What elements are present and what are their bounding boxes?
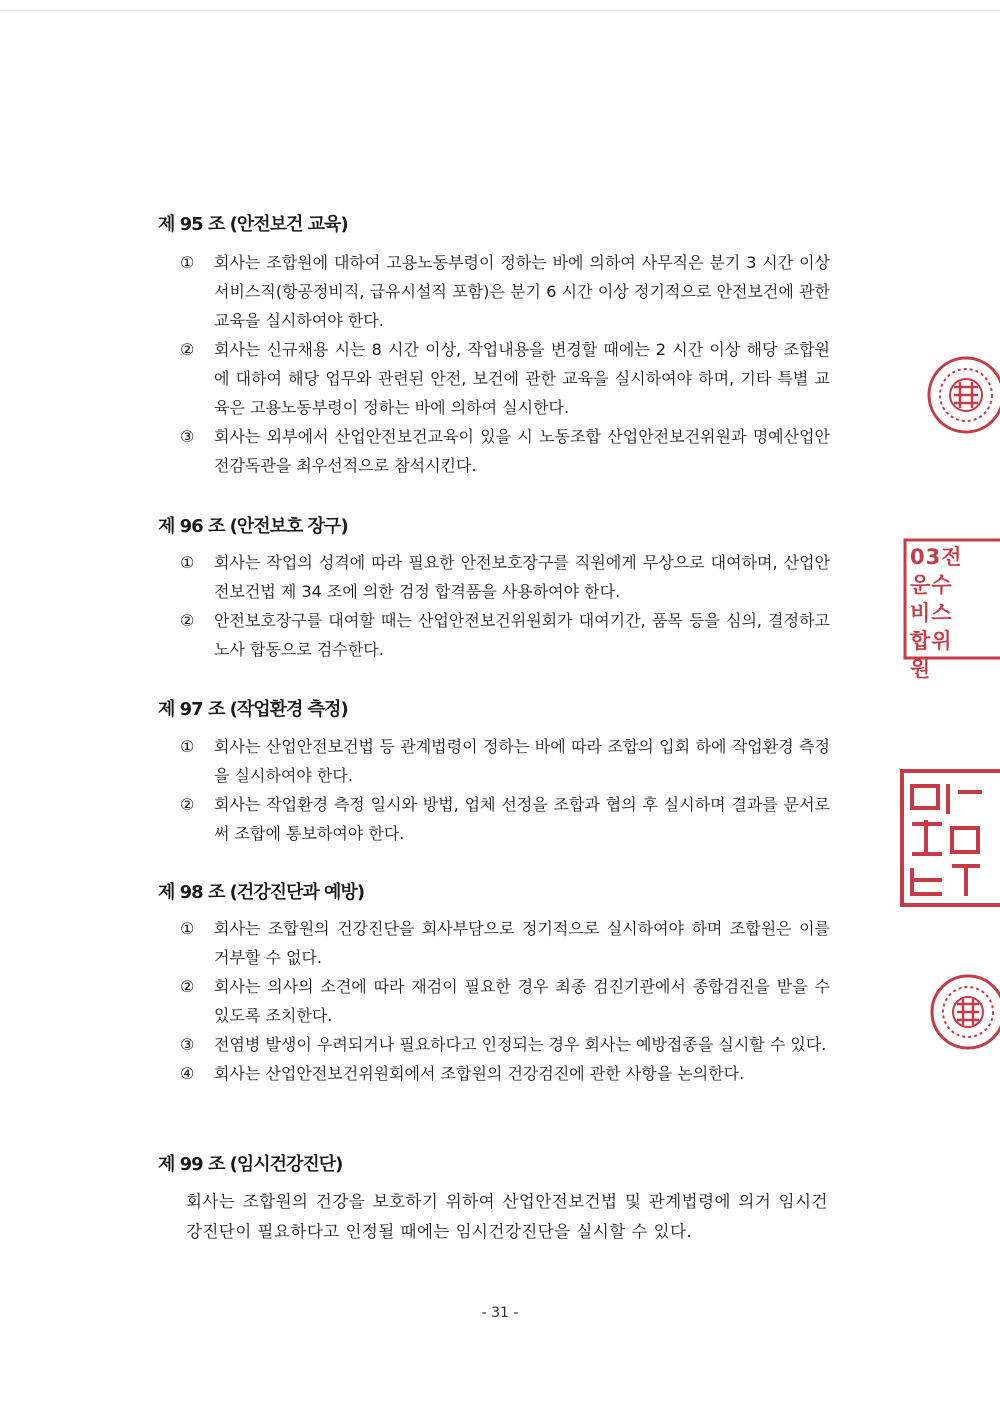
clause-list (180, 732, 830, 848)
square-seal-icon (902, 537, 1000, 681)
clause-number: ① (180, 737, 195, 756)
clause-text: 회사는 외부에서 산업안전보건교육이 있을 시 노동조합 산업안전보건위원과 명예산업안전감독관을 최우선적으로 참석시킨다. (214, 427, 830, 475)
clause (180, 732, 830, 790)
article-title: 제 95 조 (안전보건 교육) (158, 214, 348, 235)
clause-number: ② (180, 977, 195, 996)
clause-number: ① (180, 919, 195, 938)
article-title: 제 98 조 (건강진단과 예방) (158, 882, 365, 903)
clause (180, 790, 830, 848)
clause-text: 안전보호장구를 대여할 때는 산업안전보건위원회가 대여기간, 품목 등을 심의, 결정하고 노사 합동으로 검수한다. (214, 611, 830, 659)
top-border-line (0, 10, 1000, 11)
clause (180, 548, 830, 606)
article-title: 제 97 조 (작업환경 측정) (158, 699, 348, 720)
clause (180, 1059, 830, 1088)
clause-text: 회사는 조합원의 건강진단을 회사부담으로 정기적으로 실시하여야 하며 조합원은 이를 거부할 수 없다. (214, 919, 830, 967)
clause-number: ② (180, 340, 195, 359)
clause (180, 248, 830, 335)
clause-text: 전염병 발생이 우려되거나 필요하다고 인정되는 경우 회사는 예방접종을 실시할 수 있다. (214, 1035, 827, 1054)
clause-text: 회사는 의사의 소견에 따라 재검이 필요한 경우 최종 검진기관에서 종합검진을 받을 수 있도록 조치한다. (214, 977, 830, 1025)
clause-text: 회사는 작업의 성격에 따라 필요한 안전보호장구를 직원에게 무상으로 대여하며, 산업안전보건법 제 34 조에 의한 검정 합격품을 사용하여야 한다. (214, 553, 830, 601)
clause (180, 972, 830, 1030)
clause-text: 회사는 작업환경 측정 일시와 방법, 업체 선정을 조합과 협의 후 실시하며 결과를 문서로써 조합에 통보하여야 한다. (214, 795, 830, 843)
clause-text: 회사는 조합원에 대하여 고용노동부령이 정하는 바에 의하여 사무직은 분기 3 시간 이상 서비스직(항공정비직, 급유시설직 포함)은 분기 6 시간 이상 정기적으로 안전보건에 관한 교육을 실시하여야 한다. (214, 253, 830, 330)
clause-text: 회사는 산업안전보건법 등 관계법령이 정하는 바에 따라 조합의 입회 하에 작업환경 측정을 실시하여야 한다. (214, 737, 830, 785)
clause-number: ① (180, 253, 195, 272)
clause-list (180, 248, 830, 480)
clause (180, 422, 830, 480)
clause-list (180, 914, 830, 1088)
round-seal-icon (926, 970, 1000, 1056)
clause-number: ③ (180, 1035, 195, 1054)
clause (180, 914, 830, 972)
square-seal-icon (898, 768, 1000, 910)
clause (180, 335, 830, 422)
clause (180, 1030, 830, 1059)
clause-number: ④ (180, 1064, 195, 1083)
clause-text: 회사는 산업안전보건위원회에서 조합원의 건강검진에 관한 사항을 논의한다. (214, 1064, 745, 1083)
clause-number: ② (180, 795, 195, 814)
article-title: 제 96 조 (안전보호 장구) (158, 516, 348, 537)
seal-text: 03전 운수 비스 합위원 (910, 545, 963, 681)
round-seal-icon (924, 352, 1000, 438)
clause-text: 회사는 신규채용 시는 8 시간 이상, 작업내용을 변경할 때에는 2 시간 이상 해당 조합원에 대하여 해당 업무와 관련된 안전, 보건에 관한 교육을 실시하여야 하며, 기타 특별 교육은 고용노동부령이 정하는 바에 의하여 실시한다. (214, 340, 830, 417)
clause-number: ② (180, 611, 195, 630)
article-title: 제 99 조 (임시건강진단) (158, 1154, 343, 1175)
clause-number: ① (180, 553, 195, 572)
clause-list (180, 548, 830, 664)
page-number: - 31 - (481, 1305, 519, 1321)
clause-number: ③ (180, 427, 195, 446)
clause (180, 606, 830, 664)
article-text: 회사는 조합원의 건강을 보호하기 위하여 산업안전보건법 및 관계법령에 의거 임시건강진단이 필요하다고 인정될 때에는 임시건강진단을 실시할 수 있다. (186, 1191, 828, 1241)
